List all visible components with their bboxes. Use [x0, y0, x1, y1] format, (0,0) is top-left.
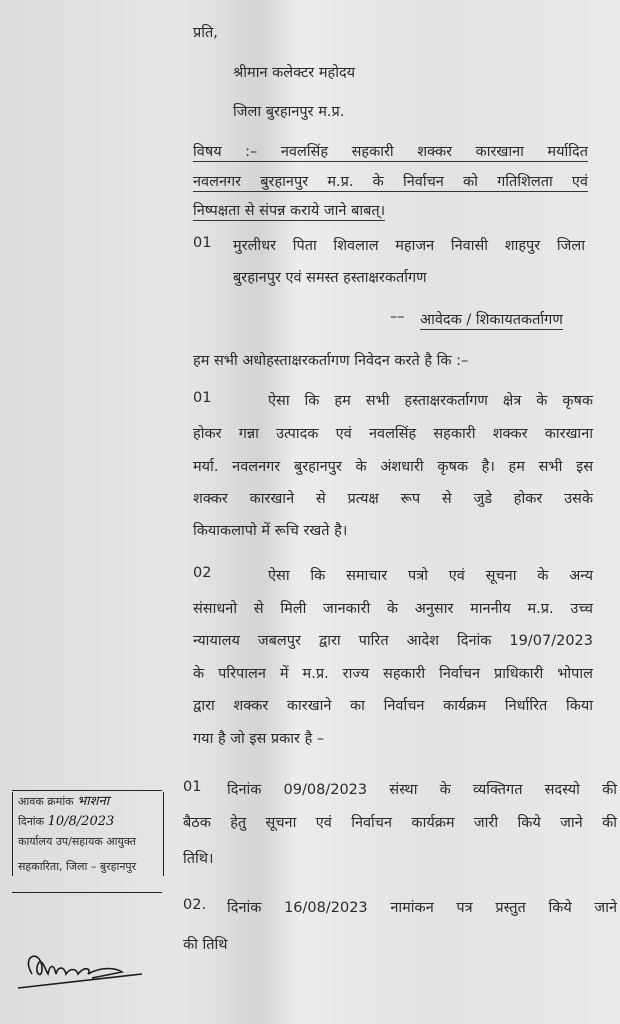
para-number: 02 [193, 565, 212, 581]
applicant-dash: –– [390, 309, 405, 325]
stamp-date-value: 10/8/2023 [47, 814, 115, 829]
item-line: दिनांक 16/08/2023 नामांकन पत्र प्रस्तुत किये जाने [227, 900, 617, 916]
stamp-district: सहकारिता, जिला – बुरहानपुर [18, 860, 137, 873]
para-line: शक्कर कारखाने से प्रत्यक्ष रूप से जुडे होकर उसके [193, 491, 593, 507]
stamp-office: कार्यालय उप/सहायक आयुक्त [18, 835, 137, 848]
para-line: होकर गन्ना उत्पादक एवं नवलसिंह सहकारी शक्कर कारखाना [193, 426, 593, 442]
para-line: मर्या. नवलनगर बुरहानपुर के अंशधारी कृषक है। हम सभी इस [193, 459, 593, 475]
item-line: तिथि। [183, 851, 214, 867]
inward-stamp [6, 782, 164, 882]
para-line: गया है जो इस प्रकार है – [193, 731, 325, 747]
subject-line: विषय :– नवलसिंह सहकारी शक्कर कारखाना मर्यादित [193, 141, 588, 162]
para-line: कियाकलापो में रूचि रखते है। [193, 523, 348, 539]
para-line: द्वारा शक्कर कारखाने का निर्वाचन कार्यक्रम निर्धारित किया [193, 698, 593, 714]
stamp-date-label: दिनांक [18, 815, 45, 828]
applicant-number: 01 [193, 235, 212, 251]
inward-number-label: आवक क्रमांक [18, 795, 74, 808]
item-number: 02. [183, 897, 207, 913]
intro-text: हम सभी अधोहस्ताक्षरकर्तागण निवेदन करते है कि :– [193, 353, 469, 369]
item-number: 01 [183, 779, 202, 795]
para-line: ऐसा कि समाचार पत्रो एवं सूचना के अन्य [268, 568, 593, 584]
para-line: संसाधनो से मिली जानकारी के अनुसार माननीय म.प्र. उच्च [193, 601, 593, 617]
para-line: के परिपालन में म.प्र. राज्य सहकारी निर्वाचन प्राधिकारी भोपाल [193, 666, 593, 682]
item-line: बैठक हेतु सूचना एवं निर्वाचन कार्यक्रम जारी किये जाने की [183, 815, 617, 831]
applicant-role: आवेदक / शिकायतकर्तागण [420, 309, 563, 330]
applicant-line: मुरलीधर पिता शिवलाल महाजन निवासी शाहपुर जिला [233, 238, 585, 254]
subject-line: नवलनगर बुरहानपुर म.प्र. के निर्वाचन को गतिशिलता एवं [193, 171, 588, 192]
item-line: की तिथि [183, 937, 228, 953]
para-number: 01 [193, 390, 212, 406]
subject-line: निष्पक्षता से संपन्न कराये जाने बाबत्। [193, 200, 385, 221]
addressee-district: जिला बुरहानपुर म.प्र. [233, 104, 345, 120]
signature [12, 944, 152, 994]
applicant-line: बुरहानपुर एवं समस्त हस्ताक्षरकर्तागण [233, 270, 427, 286]
inward-number-value: भाशना [77, 794, 110, 809]
para-line: ऐसा कि हम सभी हस्ताक्षरकर्तागण क्षेत्र के कृषक [268, 393, 593, 409]
salutation: प्रति, [193, 25, 218, 41]
addressee-title: श्रीमान कलेक्टर महोदय [233, 65, 356, 81]
para-line: न्यायालय जबलपुर द्वारा पारित आदेश दिनांक 19/07/2023 [193, 633, 593, 649]
item-line: दिनांक 09/08/2023 संस्था के व्यक्तिगत सदस्यो की [227, 782, 617, 798]
